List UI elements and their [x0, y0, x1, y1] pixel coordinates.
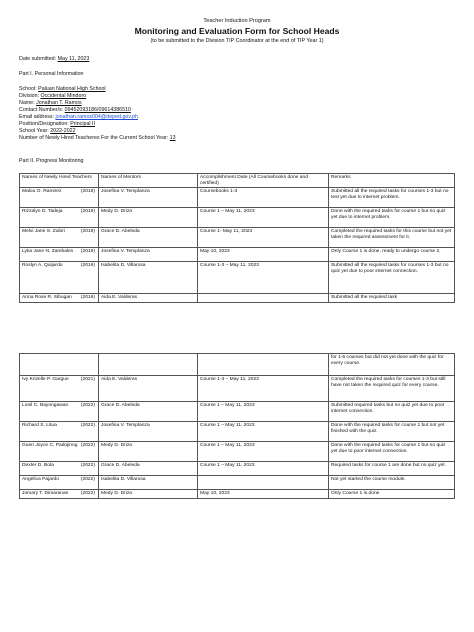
school-line	[19, 86, 106, 92]
form-subtitle: (to be submitted to the Division TIP Coordinator at the end of TIP Year 1)	[150, 38, 324, 44]
header-accomplishment: Accomplishment Date (All Coursebooks done and certified)	[198, 174, 329, 188]
mentor-cell: Josefina V. Templanza	[99, 248, 198, 262]
part1-heading: Part I. Personal Information	[19, 71, 84, 77]
mentor-cell: Grace D. Abeleda	[99, 402, 198, 422]
table-row	[20, 442, 455, 462]
progress-table-page1	[19, 173, 455, 303]
date-cell: Course 1 – May 11, 2023	[198, 422, 329, 442]
remarks-cell: Submitted all the required tasks for courses 1-3 but no quiz yet due to poor internet connection.	[329, 262, 455, 294]
school-value: Paluan National High School	[38, 86, 106, 92]
email-line	[19, 114, 138, 120]
table-row	[20, 262, 455, 294]
date-cell: Course 1 – May 11, 2023	[198, 462, 329, 476]
date-cell: Course 1 – May 11, 2023	[198, 402, 329, 422]
teacher-name: Melvi Jane S. Zubiri	[22, 228, 65, 234]
teacher-name: Ivy Krizelle P. Gargue	[22, 376, 69, 382]
table-row	[20, 376, 455, 402]
mentor-cell: Aida E. Valderas	[99, 376, 198, 402]
teacher-year: (2022)	[80, 476, 95, 482]
position-line	[19, 121, 95, 127]
table-row	[20, 476, 455, 490]
school-year-line	[19, 128, 76, 134]
name-line	[19, 100, 82, 106]
teacher-year: (2022)	[80, 490, 95, 496]
teacher-year: (2022)	[80, 402, 95, 408]
teacher-name: Roslyn A. Quijardo	[22, 262, 63, 268]
mentor-cell: Aida E. Valderas	[99, 294, 198, 303]
remarks-cell: Completed the required tasks for courses 1-3 but still have not taken the required quiz for every course.	[329, 376, 455, 402]
new-hired-label: Number of Newly Hired Teacheres For the Current School Year:	[19, 135, 169, 141]
teacher-cell	[20, 376, 99, 402]
contact-label: Contact Number/s:	[19, 107, 64, 113]
date-submitted-label: Date submitted:	[19, 56, 57, 62]
table-row	[20, 248, 455, 262]
division-line	[19, 93, 86, 99]
teacher-cell	[20, 262, 99, 294]
header-mentors: Names of Mentors	[99, 174, 198, 188]
teacher-name: Jomary T. Dimaranan	[22, 490, 69, 496]
teacher-year: (2019)	[80, 228, 95, 234]
teacher-cell	[20, 476, 99, 490]
continuation-remarks-cell: for 1-6 courses but did not yet done with the quiz for every course.	[329, 354, 455, 376]
remarks-cell: Done with the required tasks for course 1 but no quiz yet due to poor internet connection.	[329, 442, 455, 462]
teacher-cell	[20, 208, 99, 228]
table-row	[20, 188, 455, 208]
new-hired-value: 13	[169, 135, 176, 141]
name-value: Jonathan T. Ramos	[36, 100, 82, 106]
header-teachers: Names of Newly Hired Teachers	[20, 174, 99, 188]
teacher-year: (2019)	[80, 262, 95, 268]
mentor-cell: Isabelita D. Villarosa	[99, 262, 198, 294]
teacher-cell	[20, 294, 99, 303]
form-title: Monitoring and Evaluation Form for School Heads	[134, 26, 340, 36]
date-cell	[198, 294, 329, 303]
header-remarks: Remarks	[329, 174, 455, 188]
school-year-label: School Year:	[19, 128, 49, 134]
date-cell: Course 1-3 – May 11, 2023	[198, 262, 329, 294]
table-row	[20, 228, 455, 248]
table-row	[20, 490, 455, 499]
teacher-year: (2018)	[80, 188, 95, 194]
remarks-cell: Submitted required tasks but no quiz yet due to poor internet connection.	[329, 402, 455, 422]
date-cell: Course 1 – May 11, 2023	[198, 442, 329, 462]
teacher-name: Rizzalyn D. Tadeja	[22, 208, 63, 214]
remarks-cell: Required tasks for course 1 are done but no quiz yet.	[329, 462, 455, 476]
mentor-cell: Grace D. Abeleda	[99, 228, 198, 248]
progress-table-page2	[19, 353, 455, 499]
new-hired-line	[19, 135, 176, 141]
mentor-cell: Josefina V. Templanza	[99, 188, 198, 208]
date-submitted-value: May 11, 2023	[57, 56, 90, 62]
teacher-name: Richard S. Litua	[22, 422, 57, 428]
table-header-row	[20, 174, 455, 188]
teacher-cell	[20, 228, 99, 248]
teacher-name: Malou O. Ramirez	[22, 188, 62, 194]
teacher-year: (2021)	[80, 376, 95, 382]
email-link[interactable]: jonathan.ramos004@deped.gov.ph	[55, 114, 138, 120]
teacher-year: (2019)	[80, 294, 95, 300]
teacher-name: Lonil C. Bayongawan	[22, 402, 69, 408]
remarks-cell: Completed the required tasks for this course but not yet taken the required assessment for it.	[329, 228, 455, 248]
school-year-value: 2022-2022	[50, 128, 76, 134]
teacher-year: (2019)	[80, 208, 95, 214]
contact-line	[19, 107, 131, 113]
remarks-cell: Done with the required tasks for course 1 but not yet finished with the quiz.	[329, 422, 455, 442]
continuation-row	[20, 354, 455, 376]
remarks-cell: Only Course 1 is done	[329, 490, 455, 499]
date-cell: Coursebooks 1-3	[198, 188, 329, 208]
mentor-cell: Grace D. Abeleda	[99, 462, 198, 476]
teacher-year: (2022)	[80, 462, 95, 468]
date-cell: Course 1 – May 11, 2023	[198, 208, 329, 228]
table-row	[20, 208, 455, 228]
teacher-cell	[20, 462, 99, 476]
email-label: Email address:	[19, 114, 55, 120]
teacher-name: Lyka Jane N. Zambales	[22, 248, 74, 254]
remarks-cell: Done with the required tasks for course 1 but no quiz yet due to internet problem.	[329, 208, 455, 228]
mentor-cell: Medy D. Driza	[99, 208, 198, 228]
remarks-cell: Submitted all the required task	[329, 294, 455, 303]
date-cell	[198, 476, 329, 490]
teacher-name: Dexter D. Bola	[22, 462, 54, 468]
table-row	[20, 402, 455, 422]
position-label: Position/Designation:	[19, 121, 69, 127]
name-label: Name:	[19, 100, 35, 106]
teacher-cell	[20, 188, 99, 208]
program-label: Teacher Induction Program	[203, 18, 271, 24]
remarks-cell: Not yet started the course module.	[329, 476, 455, 490]
teacher-year: (2022)	[80, 442, 95, 448]
empty-cell	[198, 354, 329, 376]
mentor-cell: Medy D. Driza	[99, 490, 198, 499]
teacher-cell	[20, 422, 99, 442]
empty-cell	[20, 354, 99, 376]
teacher-year: (2022)	[80, 422, 95, 428]
teacher-cell	[20, 402, 99, 422]
position-value: Principal II	[70, 121, 95, 127]
teacher-name: Anna Rose R. Sibugan	[22, 294, 72, 300]
table-row	[20, 294, 455, 303]
contact-value: 09452093186/09614386510	[64, 107, 131, 113]
table-row	[20, 422, 455, 442]
teacher-cell	[20, 442, 99, 462]
teacher-cell	[20, 248, 99, 262]
school-label: School:	[19, 86, 37, 92]
remarks-cell: Only Course 1 is done, ready to undergo course 2.	[329, 248, 455, 262]
date-cell: May 10, 2023	[198, 248, 329, 262]
part2-heading: Part II. Progress Monitoring	[19, 158, 84, 164]
remarks-cell: Submitted all the required tasks for courses 1-3 but no test yet due to internet problem.	[329, 188, 455, 208]
division-label: Division:	[19, 93, 40, 99]
date-cell: Course 1- May 11, 2023	[198, 228, 329, 248]
table-row	[20, 462, 455, 476]
date-cell: May 10, 2023	[198, 490, 329, 499]
mentor-cell: Isabelita D. Villarosa	[99, 476, 198, 490]
date-cell: Course 1-3 – May 11, 2023	[198, 376, 329, 402]
mentor-cell: Medy D. Driza	[99, 442, 198, 462]
date-submitted-line	[19, 56, 89, 62]
teacher-name: Angelica Pajardo	[22, 476, 59, 482]
teacher-year: (2019)	[80, 248, 95, 254]
teacher-name: Guen Joyce C. Padojinog	[22, 442, 78, 448]
mentor-cell: Josefina V. Templanza	[99, 422, 198, 442]
teacher-cell	[20, 490, 99, 499]
division-value: Occidental Mindoro	[40, 93, 87, 99]
empty-cell	[99, 354, 198, 376]
